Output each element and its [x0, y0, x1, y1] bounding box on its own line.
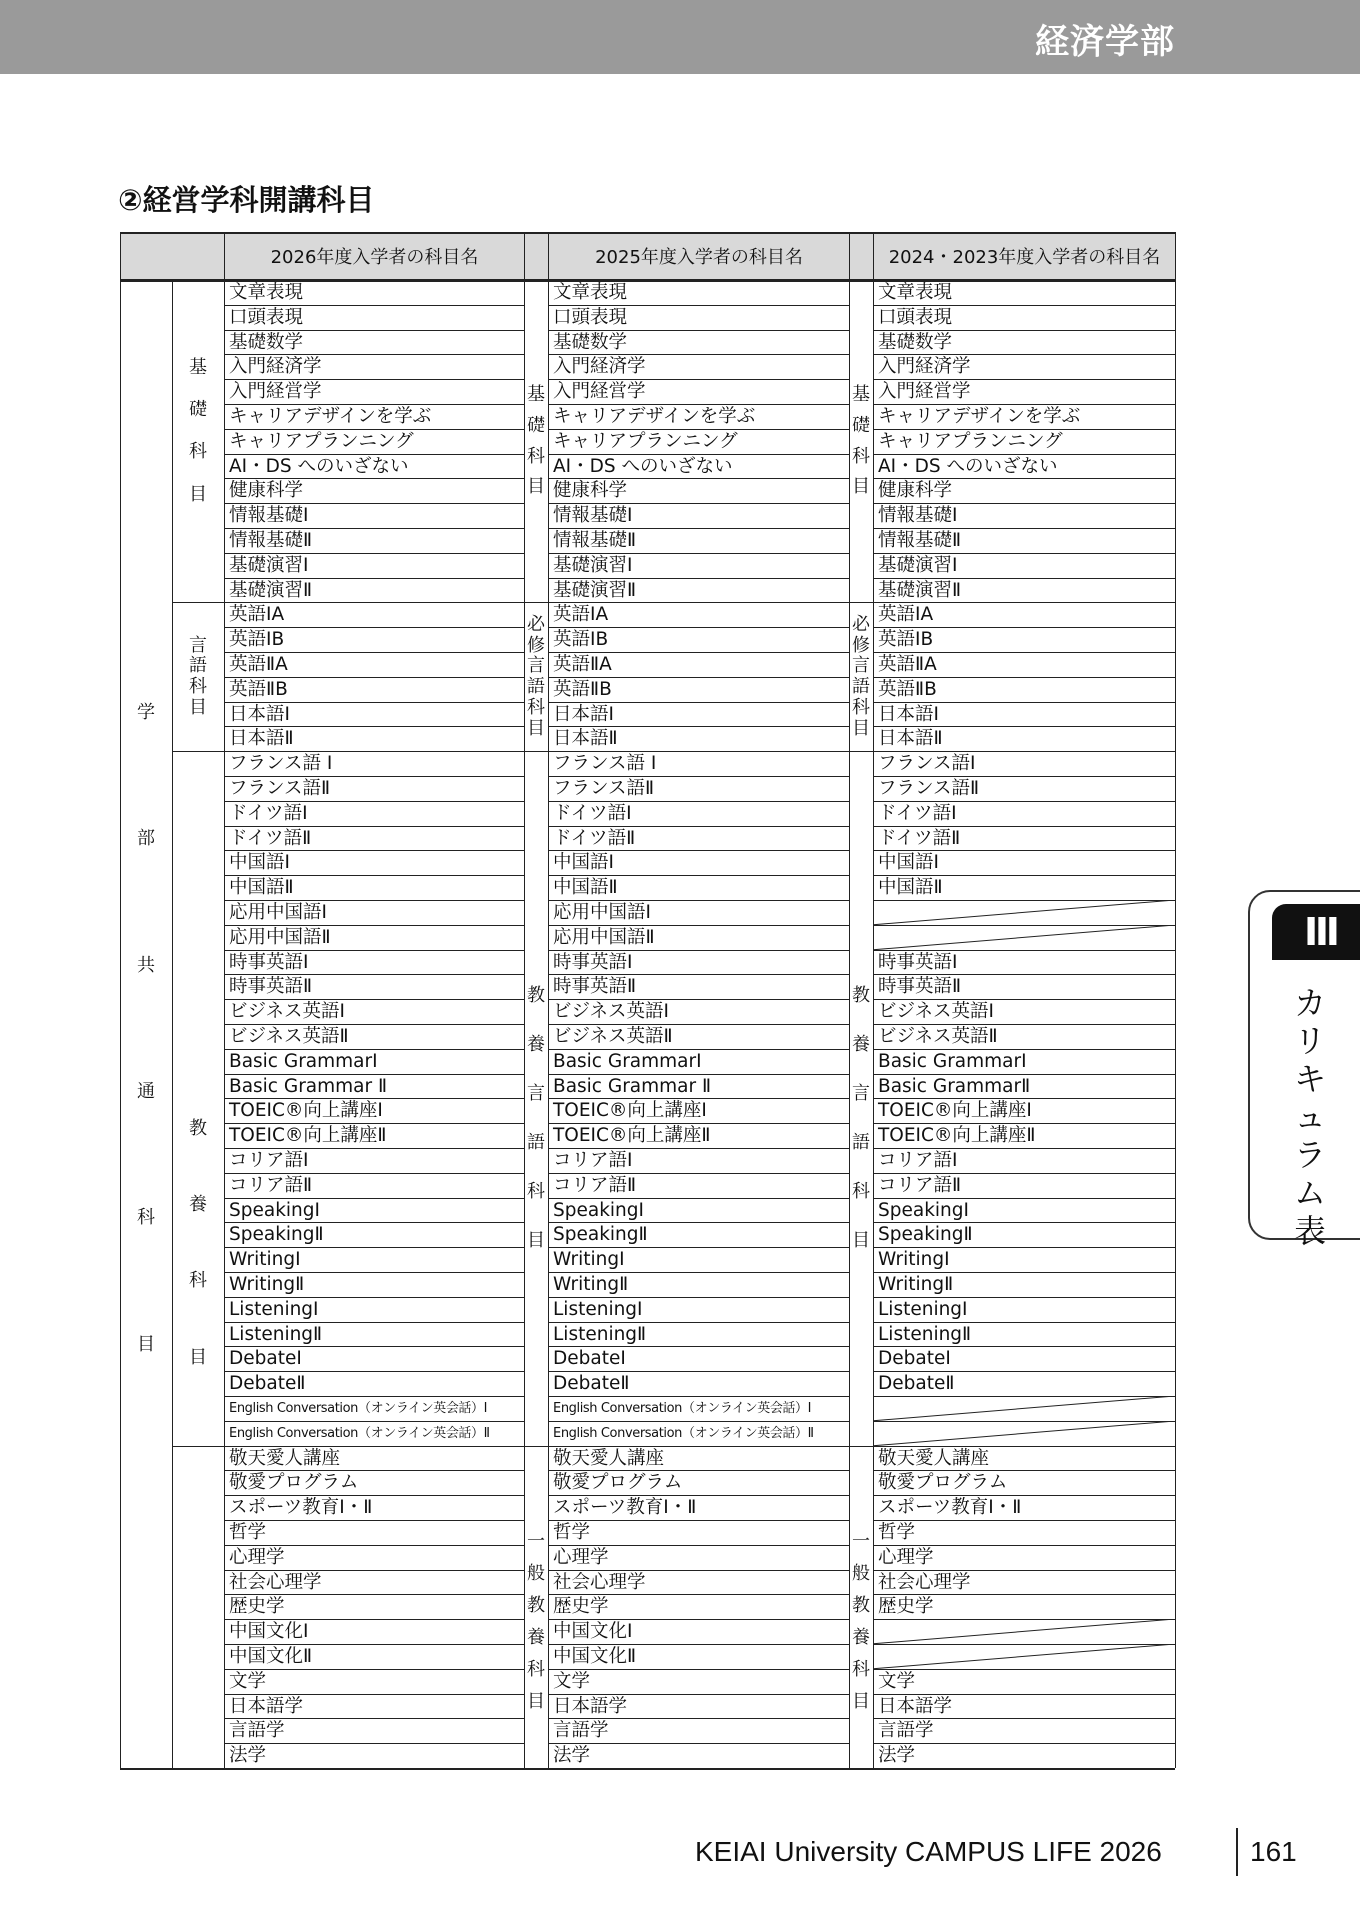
course-name: 入門経営学: [553, 381, 646, 403]
course-name: 文学: [553, 1670, 591, 1692]
category-label-char: 般: [527, 1562, 545, 1584]
course-name: コリア語Ⅱ: [553, 1174, 637, 1196]
table-border-top: [120, 232, 1175, 234]
course-name: キャリアデザインを学ぶ: [229, 406, 432, 427]
course-name: キャリアデザインを学ぶ: [878, 406, 1081, 427]
course-name: ドイツ語Ⅰ: [229, 802, 308, 824]
group-line: [172, 1768, 224, 1769]
course-name: WritingⅠ: [553, 1249, 625, 1271]
course-name: TOEIC®向上講座Ⅱ: [878, 1125, 1036, 1147]
category-label-char: 科: [189, 441, 207, 463]
empty-cell-slash: [873, 1396, 1175, 1421]
course-name: 口頭表現: [229, 306, 304, 328]
course-name: TOEIC®向上講座Ⅰ: [553, 1100, 707, 1122]
course-name: DebateⅠ: [229, 1348, 302, 1370]
column-header: [548, 232, 850, 280]
category-label-char: 養: [527, 1626, 545, 1648]
course-name: フランス語 Ⅰ: [553, 753, 657, 775]
course-name: 英語ⅡA: [553, 654, 612, 675]
course-name: 情報基礎Ⅱ: [553, 530, 637, 551]
course-name: DebateⅠ: [553, 1348, 626, 1370]
category-label-char: 科: [527, 1180, 545, 1202]
course-name: 中国文化Ⅱ: [553, 1646, 637, 1667]
column-header: [873, 232, 1176, 280]
empty-cell-slash: [873, 900, 1175, 925]
category-label: [524, 379, 548, 502]
group-line: [849, 602, 873, 603]
course-name: 中国語Ⅰ: [553, 852, 614, 874]
course-name: 法学: [553, 1745, 591, 1767]
column-header-label: 2026年度入学者の科目名: [270, 247, 479, 268]
empty-cell-slash: [873, 925, 1175, 950]
course-name: フランス語Ⅰ: [878, 753, 976, 775]
category-label-char: 礎: [852, 414, 870, 436]
course-name: 基礎演習Ⅱ: [878, 579, 962, 601]
course-name: 情報基礎Ⅰ: [553, 505, 633, 527]
course-name: ドイツ語Ⅰ: [878, 802, 957, 824]
course-name: 中国文化Ⅰ: [229, 1621, 309, 1643]
course-name: 敬天愛人講座: [553, 1447, 665, 1469]
group-line: [524, 602, 548, 603]
category-label-char: 言: [527, 1082, 545, 1104]
page-number: 161: [1250, 1836, 1297, 1867]
course-name: 哲学: [878, 1522, 916, 1543]
header-blank-cell: [120, 232, 225, 280]
category-label-char: 共: [137, 954, 155, 976]
course-name: 英語ⅠB: [229, 629, 285, 651]
course-name: 英語ⅠB: [878, 629, 934, 651]
course-name: 情報基礎Ⅱ: [229, 530, 313, 551]
course-name: 日本語Ⅰ: [229, 703, 290, 725]
chapter-tab[interactable]: [1248, 890, 1360, 1250]
course-name: TOEIC®向上講座Ⅰ: [229, 1100, 383, 1122]
course-name: Basic GrammarⅠ: [553, 1050, 702, 1072]
course-name: 入門経済学: [878, 356, 971, 378]
category-label-char: 学: [137, 702, 155, 724]
course-name: キャリアプランニング: [553, 430, 738, 452]
course-name: ビジネス英語Ⅰ: [878, 1001, 994, 1023]
footer-text: KEIAI University CAMPUS LIFE 2026: [695, 1836, 1162, 1867]
course-name: 情報基礎Ⅱ: [878, 530, 962, 551]
course-name: 基礎演習Ⅱ: [553, 579, 637, 601]
course-name: WritingⅠ: [878, 1249, 950, 1271]
category-label-char: 教: [852, 984, 870, 1006]
course-name: 中国語Ⅱ: [229, 877, 294, 899]
category-label: [524, 971, 548, 1265]
course-name: ビジネス英語Ⅱ: [229, 1026, 349, 1047]
course-name: 日本語学: [878, 1695, 953, 1717]
course-name: ビジネス英語Ⅱ: [553, 1026, 673, 1047]
course-name: TOEIC®向上講座Ⅰ: [878, 1100, 1032, 1122]
course-name: 英語ⅡA: [229, 654, 288, 675]
empty-cell-slash-line: [873, 1396, 1175, 1421]
course-name: 中国語Ⅱ: [878, 877, 943, 899]
course-name: 基礎数学: [553, 331, 628, 353]
course-name: 敬愛プログラム: [229, 1472, 359, 1494]
course-name: WritingⅡ: [553, 1274, 629, 1295]
category-label-char: 礎: [527, 414, 545, 436]
course-name: 心理学: [229, 1546, 285, 1568]
course-name: 哲学: [229, 1522, 267, 1543]
course-name: 基礎数学: [229, 331, 304, 353]
category-label-char: 目: [852, 717, 870, 739]
category-label-char: 養: [852, 1033, 870, 1055]
group-line: [849, 1768, 873, 1769]
course-name: フランス語Ⅱ: [229, 778, 331, 799]
category-label-char: 言: [527, 655, 545, 677]
header-bar: [0, 0, 1360, 74]
course-name: 時事英語Ⅰ: [878, 951, 958, 973]
category-label-char: 教: [189, 1118, 207, 1140]
category-label-char: 科: [527, 1658, 545, 1680]
course-name: 入門経済学: [553, 356, 646, 378]
course-name: 文章表現: [553, 282, 628, 303]
course-name: 情報基礎Ⅰ: [878, 505, 958, 527]
course-name: 文章表現: [878, 282, 953, 303]
empty-cell-slash-line: [873, 925, 1175, 950]
course-name: 応用中国語Ⅱ: [229, 926, 331, 948]
column-header-label: 2025年度入学者の科目名: [595, 247, 803, 268]
course-name: 口頭表現: [553, 306, 628, 328]
category-label-char: 言: [189, 634, 207, 656]
course-name: SpeakingⅡ: [553, 1224, 648, 1246]
course-name: English Conversation（オンライン英会話）Ⅱ: [229, 1425, 490, 1441]
empty-cell-slash-line: [873, 1644, 1175, 1669]
course-name: ListeningⅡ: [878, 1323, 972, 1345]
course-name: 文学: [878, 1670, 916, 1692]
course-name: WritingⅡ: [229, 1274, 305, 1295]
course-name: ビジネス英語Ⅱ: [878, 1026, 998, 1047]
course-name: フランス語Ⅱ: [878, 778, 980, 799]
course-name: 歴史学: [553, 1596, 609, 1618]
header-blank-cell: [849, 232, 874, 280]
course-name: DebateⅡ: [553, 1373, 630, 1395]
category-label-char: 科: [137, 1207, 155, 1229]
course-name: ビジネス英語Ⅰ: [553, 1001, 669, 1023]
category-label-char: 語: [189, 655, 207, 677]
group-line: [172, 751, 224, 752]
group-line: [849, 1446, 873, 1447]
course-name: SpeakingⅠ: [553, 1199, 644, 1221]
course-name: 法学: [229, 1745, 267, 1767]
course-name: 英語ⅡB: [229, 678, 288, 700]
course-name: Basic GrammarⅠ: [878, 1050, 1027, 1072]
category-label-char: 般: [852, 1562, 870, 1584]
course-name: 日本語Ⅰ: [553, 703, 614, 725]
course-name: 英語ⅡB: [878, 678, 937, 700]
course-name: 英語ⅡB: [553, 678, 612, 700]
footer-divider: [1236, 1828, 1238, 1876]
course-name: English Conversation（オンライン英会話）Ⅰ: [229, 1401, 488, 1416]
category-label-char: 目: [527, 1690, 545, 1712]
category-label-char: 目: [137, 1333, 155, 1355]
empty-cell-slash-line: [873, 1421, 1175, 1446]
category-label-char: 科: [527, 697, 545, 719]
course-name: スポーツ教育Ⅰ・Ⅱ: [878, 1497, 1022, 1519]
course-name: SpeakingⅠ: [229, 1199, 320, 1221]
course-name: 時事英語Ⅱ: [553, 976, 637, 998]
course-name: 敬愛プログラム: [553, 1472, 683, 1494]
course-name: コリア語Ⅱ: [878, 1174, 962, 1196]
category-label-char: 教: [527, 1594, 545, 1616]
course-name: 応用中国語Ⅰ: [229, 902, 327, 923]
course-name: 時事英語Ⅱ: [229, 976, 313, 998]
category-label: [849, 606, 873, 747]
course-name: 敬天愛人講座: [229, 1447, 341, 1469]
course-name: 基礎数学: [878, 331, 953, 353]
column-header: [224, 232, 525, 280]
category-label-char: 基: [527, 383, 545, 405]
course-name: 中国文化Ⅱ: [229, 1646, 313, 1667]
course-name: 敬天愛人講座: [878, 1447, 990, 1469]
category-label-char: 修: [527, 634, 545, 656]
course-name: ドイツ語Ⅱ: [229, 827, 312, 849]
course-name: 中国文化Ⅰ: [553, 1621, 633, 1643]
course-name: 英語ⅠA: [878, 604, 934, 626]
course-name: 日本語学: [553, 1695, 628, 1717]
course-name: ドイツ語Ⅱ: [878, 827, 961, 849]
category-label-char: 教: [852, 1594, 870, 1616]
category-label-char: 目: [852, 1690, 870, 1712]
course-name: ドイツ語Ⅱ: [553, 827, 636, 849]
category-label: [849, 379, 873, 502]
course-name: キャリアデザインを学ぶ: [553, 406, 756, 427]
course-name: 入門経営学: [878, 381, 971, 403]
course-name: 時事英語Ⅱ: [878, 976, 962, 998]
course-name: Basic GrammarⅡ: [878, 1075, 1031, 1097]
group-line: [849, 751, 873, 752]
course-name: SpeakingⅡ: [878, 1224, 973, 1246]
curriculum-table: [120, 232, 1175, 1770]
course-name: 英語ⅠA: [553, 604, 609, 626]
course-name: 言語学: [229, 1720, 285, 1742]
course-name: 日本語Ⅱ: [878, 728, 943, 750]
course-name: 応用中国語Ⅱ: [553, 926, 655, 948]
empty-cell-slash: [873, 1421, 1175, 1446]
category-label-char: 言: [852, 655, 870, 677]
course-name: AI・DS へのいざない: [553, 455, 733, 477]
course-name: 社会心理学: [878, 1571, 971, 1593]
empty-cell-slash: [873, 1644, 1175, 1669]
course-name: DebateⅡ: [878, 1373, 955, 1395]
course-name: 中国語Ⅰ: [229, 852, 290, 874]
category-label: [172, 622, 224, 731]
course-name: AI・DS へのいざない: [229, 455, 409, 477]
column-header-label: 2024・2023年度入学者の科目名: [888, 247, 1161, 268]
course-name: 言語学: [553, 1720, 609, 1742]
category-label: [524, 1526, 548, 1718]
course-name: 中国語Ⅰ: [878, 852, 939, 874]
course-name: スポーツ教育Ⅰ・Ⅱ: [229, 1497, 373, 1519]
category-label-char: 目: [527, 476, 545, 498]
course-name: 健康科学: [229, 480, 304, 502]
table-vertical-line: [1175, 280, 1176, 1768]
category-label: [120, 650, 172, 1408]
category-label-char: 礎: [189, 399, 207, 421]
course-name: 基礎演習Ⅰ: [229, 554, 309, 576]
course-name: 敬愛プログラム: [878, 1472, 1008, 1494]
course-name: 哲学: [553, 1522, 591, 1543]
category-label-char: 目: [527, 717, 545, 739]
empty-cell-slash-line: [873, 1619, 1175, 1644]
category-label-char: 語: [852, 1131, 870, 1153]
course-name: Basic GrammarⅠ: [229, 1050, 378, 1072]
category-label-char: 目: [852, 1230, 870, 1252]
category-label-char: 部: [137, 828, 155, 850]
course-name: 健康科学: [878, 480, 953, 502]
course-name: 基礎演習Ⅱ: [229, 579, 313, 601]
course-name: AI・DS へのいざない: [878, 455, 1058, 477]
course-name: 歴史学: [878, 1596, 934, 1618]
course-name: 法学: [878, 1745, 916, 1767]
course-name: DebateⅠ: [878, 1348, 951, 1370]
course-name: ListeningⅠ: [229, 1298, 319, 1320]
category-label-char: 必: [527, 613, 545, 635]
category-label-char: 養: [852, 1626, 870, 1648]
course-name: TOEIC®向上講座Ⅱ: [553, 1125, 711, 1147]
course-name: 健康科学: [553, 480, 628, 502]
category-label: [172, 1091, 224, 1395]
course-name: 基礎演習Ⅰ: [553, 554, 633, 576]
course-name: 英語ⅠB: [553, 629, 609, 651]
course-name: キャリアプランニング: [878, 430, 1063, 452]
category-label-char: 教: [527, 984, 545, 1006]
course-name: WritingⅡ: [878, 1274, 954, 1295]
course-name: フランス語 Ⅰ: [229, 753, 333, 775]
category-label-char: 目: [527, 1230, 545, 1252]
course-name: 基礎演習Ⅰ: [878, 554, 958, 576]
course-name: ListeningⅠ: [553, 1298, 643, 1320]
course-name: 歴史学: [229, 1596, 285, 1618]
category-label-char: 科: [852, 1658, 870, 1680]
empty-cell-slash: [873, 1619, 1175, 1644]
category-label-char: 科: [852, 697, 870, 719]
course-name: コリア語Ⅰ: [229, 1150, 309, 1171]
course-name: 文章表現: [229, 282, 304, 303]
header-title: 経済学部: [1035, 22, 1175, 62]
course-name: 応用中国語Ⅰ: [553, 902, 651, 923]
course-name: 時事英語Ⅰ: [229, 951, 309, 973]
course-name: 口頭表現: [878, 306, 953, 328]
course-name: 情報基礎Ⅰ: [229, 505, 309, 527]
category-label: [524, 606, 548, 747]
course-name: TOEIC®向上講座Ⅱ: [229, 1125, 387, 1147]
category-label-char: 養: [527, 1033, 545, 1055]
group-line: [172, 1446, 224, 1447]
category-label-char: 目: [189, 697, 207, 719]
course-name: 英語ⅡA: [878, 654, 937, 675]
course-name: ListeningⅠ: [878, 1298, 968, 1320]
chapter-label: カリキュラム表: [1293, 984, 1326, 1250]
category-label-char: 科: [852, 1180, 870, 1202]
chapter-number: Ⅲ: [1272, 904, 1360, 960]
course-name: フランス語Ⅱ: [553, 778, 655, 799]
course-name: SpeakingⅡ: [229, 1224, 324, 1246]
course-name: 社会心理学: [553, 1571, 646, 1593]
group-line: [524, 751, 548, 752]
course-name: 社会心理学: [229, 1571, 322, 1593]
course-name: 心理学: [553, 1546, 609, 1568]
course-name: ビジネス英語Ⅰ: [229, 1001, 345, 1023]
course-name: 文学: [229, 1670, 267, 1692]
course-name: 入門経営学: [229, 381, 322, 403]
course-name: 中国語Ⅱ: [553, 877, 618, 899]
course-name: コリア語Ⅱ: [229, 1174, 313, 1196]
course-name: ListeningⅡ: [229, 1323, 323, 1345]
category-label-char: 科: [189, 676, 207, 698]
course-name: ドイツ語Ⅰ: [553, 802, 632, 824]
group-line: [524, 1446, 548, 1447]
course-name: SpeakingⅠ: [878, 1199, 969, 1221]
category-label-char: 科: [527, 445, 545, 467]
course-name: 入門経済学: [229, 356, 322, 378]
category-label-char: 基: [189, 356, 207, 378]
category-label-char: 科: [852, 445, 870, 467]
category-label-char: 科: [189, 1270, 207, 1292]
empty-cell-slash-line: [873, 900, 1175, 925]
course-name: Basic Grammar Ⅱ: [229, 1075, 388, 1097]
category-label-char: 一: [852, 1530, 870, 1552]
course-name: 日本語学: [229, 1695, 304, 1717]
category-label-char: 目: [189, 1346, 207, 1368]
course-name: 日本語Ⅱ: [229, 728, 294, 750]
section-title: ②経営学科開講科目: [118, 183, 375, 217]
course-name: ListeningⅡ: [553, 1323, 647, 1345]
course-name: コリア語Ⅰ: [553, 1150, 633, 1171]
category-label-char: 語: [852, 676, 870, 698]
course-name: Basic Grammar Ⅱ: [553, 1075, 712, 1097]
category-label-char: 語: [527, 1131, 545, 1153]
category-label-char: 基: [852, 383, 870, 405]
category-label: [172, 347, 224, 516]
category-label-char: 通: [137, 1081, 155, 1103]
category-label: [849, 1526, 873, 1718]
course-name: 言語学: [878, 1720, 934, 1742]
category-label: [849, 971, 873, 1265]
course-name: English Conversation（オンライン英会話）Ⅰ: [553, 1401, 812, 1416]
course-name: スポーツ教育Ⅰ・Ⅱ: [553, 1497, 697, 1519]
category-label-char: 語: [527, 676, 545, 698]
course-name: 心理学: [878, 1546, 934, 1568]
category-label-char: 必: [852, 613, 870, 635]
category-label-char: 修: [852, 634, 870, 656]
header-blank-cell: [524, 232, 549, 280]
category-label-char: 目: [852, 476, 870, 498]
category-label-char: 言: [852, 1082, 870, 1104]
category-label-char: 目: [189, 483, 207, 505]
group-line: [524, 1768, 548, 1769]
group-line: [172, 602, 224, 603]
course-name: 日本語Ⅱ: [553, 728, 618, 750]
course-name: 英語ⅠA: [229, 604, 285, 626]
course-name: 時事英語Ⅰ: [553, 951, 633, 973]
course-name: English Conversation（オンライン英会話）Ⅱ: [553, 1425, 814, 1441]
category-label-char: 一: [527, 1530, 545, 1552]
course-name: 日本語Ⅰ: [878, 703, 939, 725]
course-name: DebateⅡ: [229, 1373, 306, 1395]
course-name: WritingⅠ: [229, 1249, 301, 1271]
course-name: キャリアプランニング: [229, 430, 414, 452]
category-label-char: 養: [189, 1194, 207, 1216]
course-name: コリア語Ⅰ: [878, 1150, 958, 1171]
